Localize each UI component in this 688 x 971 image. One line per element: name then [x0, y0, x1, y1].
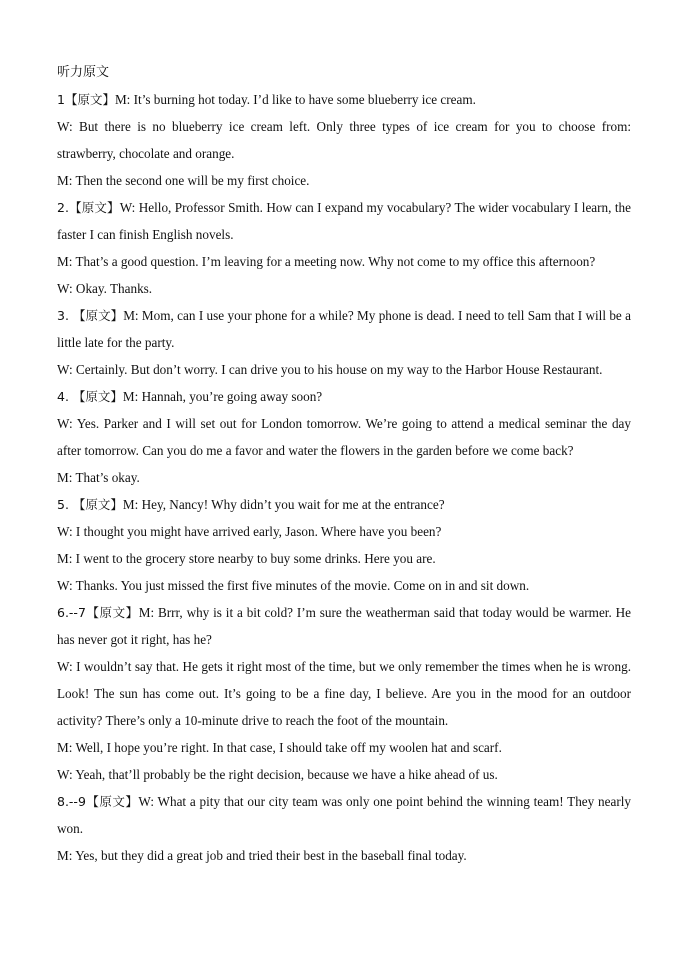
paragraph-text: M: That’s okay. — [57, 470, 140, 485]
paragraph-text: M: I went to the grocery store nearby to buy some drinks. Here you are. — [57, 551, 436, 566]
paragraph-7 — [57, 302, 631, 356]
document-page — [57, 59, 631, 869]
paragraph-17 — [57, 653, 631, 734]
paragraph-12 — [57, 491, 631, 518]
paragraph-10 — [57, 410, 631, 464]
paragraph-text: W: Yes. Parker and I will set out for London tomorrow. We’re going to attend a medical seminar the day after tomorrow. Can you do me a favor and water the flowers in the garden before we come back? — [57, 416, 631, 458]
paragraph-14 — [57, 545, 631, 572]
section-marker-6-7: 6.--7【原文】 — [57, 605, 139, 620]
paragraph-text: M: Mom, can I use your phone for a while? My phone is dead. I need to tell Sam that I will be a little late for the party. — [57, 308, 631, 350]
paragraph-21 — [57, 842, 631, 869]
section-marker-1: 1【原文】 — [57, 92, 115, 107]
document-heading: 听力原文 — [57, 65, 110, 80]
section-marker-3: 3. 【原文】 — [57, 308, 124, 323]
paragraph-text: W: Thanks. You just missed the first five minutes of the movie. Come on in and sit down. — [57, 578, 530, 593]
paragraph-5 — [57, 248, 631, 275]
paragraph-11 — [57, 464, 631, 491]
paragraph-1 — [57, 86, 631, 113]
paragraph-text: W: I wouldn’t say that. He gets it right most of the time, but we only remember the times when he is wrong. Look! The sun has come out. It’s going to be a fine day, I believe. Are you in the mood for an outdoor activity? There’s only a 10-minute drive to reach the foot of the mountain. — [57, 659, 631, 728]
paragraph-text: W: What a pity that our city team was only one point behind the winning team! They nearly won. — [57, 794, 631, 836]
paragraph-19 — [57, 761, 631, 788]
section-marker-5: 5. 【原文】 — [57, 497, 123, 512]
section-marker-8-9: 8.--9【原文】 — [57, 794, 139, 809]
paragraph-8 — [57, 356, 631, 383]
paragraph-text: M: That’s a good question. I’m leaving for a meeting now. Why not come to my office this afternoon? — [57, 254, 596, 269]
paragraph-text: M: Yes, but they did a great job and tried their best in the baseball final today. — [57, 848, 467, 863]
paragraph-text: W: Hello, Professor Smith. How can I expand my vocabulary? The wider vocabulary I learn, the faster I can finish English novels. — [57, 200, 631, 242]
section-marker-4: 4. 【原文】 — [57, 389, 123, 404]
paragraph-text: W: Certainly. But don’t worry. I can drive you to his house on my way to the Harbor House Restaurant. — [57, 362, 603, 377]
paragraph-text: W: But there is no blueberry ice cream left. Only three types of ice cream for you to choose from: strawberry, chocolate and orange. — [57, 119, 631, 161]
paragraph-text: M: Well, I hope you’re right. In that case, I should take off my woolen hat and scarf. — [57, 740, 502, 755]
paragraph-16 — [57, 599, 631, 653]
paragraph-text: M: Brrr, why is it a bit cold? I’m sure the weatherman said that today would be warmer. He has never got it right, has he? — [57, 605, 631, 647]
paragraph-2 — [57, 113, 631, 167]
paragraph-text: M: Hannah, you’re going away soon? — [122, 389, 323, 404]
section-marker-2: 2.【原文】 — [57, 200, 120, 215]
paragraph-3 — [57, 167, 631, 194]
paragraph-20 — [57, 788, 631, 842]
paragraph-text: M: Hey, Nancy! Why didn’t you wait for me at the entrance? — [122, 497, 445, 512]
paragraph-9 — [57, 383, 631, 410]
paragraph-13 — [57, 518, 631, 545]
paragraph-text: W: Yeah, that’ll probably be the right decision, because we have a hike ahead of us. — [57, 767, 498, 782]
paragraph-15 — [57, 572, 631, 599]
paragraph-6 — [57, 275, 631, 302]
paragraph-text: W: I thought you might have arrived early, Jason. Where have you been? — [57, 524, 442, 539]
paragraph-text: W: Okay. Thanks. — [57, 281, 153, 296]
paragraph-18 — [57, 734, 631, 761]
paragraph-4 — [57, 194, 631, 248]
paragraph-text: M: It’s burning hot today. I’d like to have some blueberry ice cream. — [114, 92, 476, 107]
paragraph-text: M: Then the second one will be my first choice. — [57, 173, 310, 188]
